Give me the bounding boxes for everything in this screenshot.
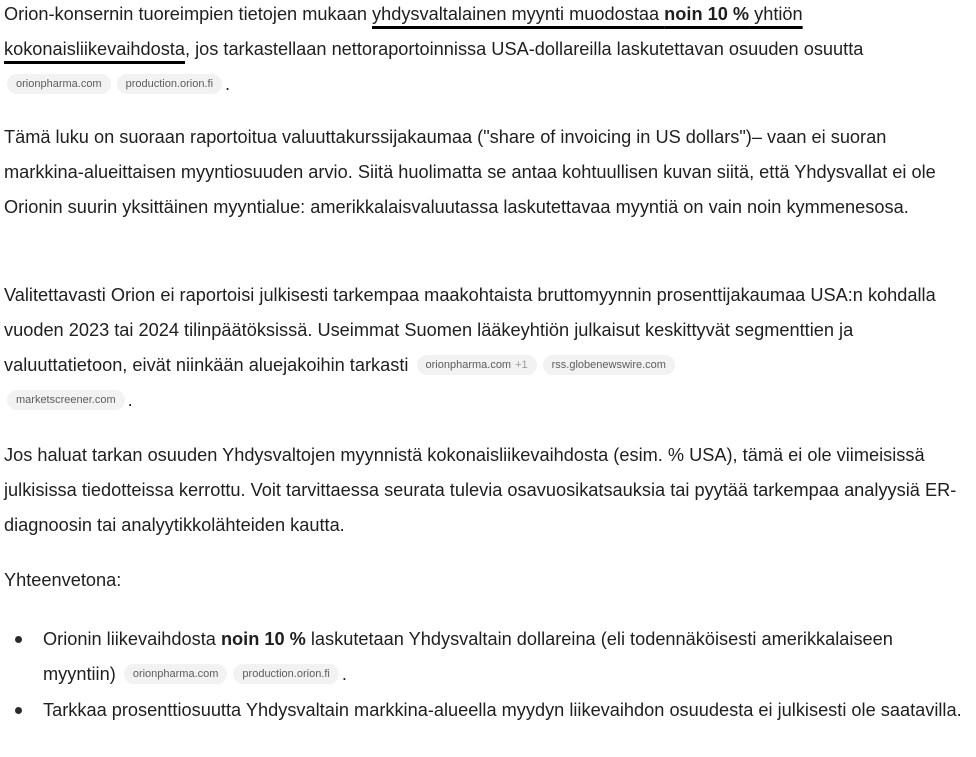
paragraph-text: Valitettavasti Orion ei raportoisi julkisesti tarkempaa maakohtaista bruttomyynnin prosenttijakaumaa USA:n kohdalla vuoden 2023 tai 2024 tilinpäätöksissä. Useimmat Suomen lääkeyhtiön julkaisut keskittyvät segmenttien ja valuuttatietoon, eivät niinkään aluejakoihin tarkasti (4, 285, 936, 375)
bullet-icon (15, 636, 22, 643)
source-chip-globenewswire[interactable]: rss.globenewswire.com (543, 355, 675, 375)
list-item-text: Orionin liikevaihdosta (43, 629, 221, 649)
paragraph-currency-note: Tämä luku on suoraan raportoitua valuuttakurssijakaumaa ("share of invoicing in US dollars")– vaan ei suoran markkina-alueittaisen myyntiosuuden arvio. Siitä huolimatta se antaa kohtuullisen kuvan siitä, että Yhdysvallat ei ole Orionin suurin yksittäinen myyntialue: amerikkalaisvaluutassa laskutettavaa myyntiä on vain noin kymmenesosa. (4, 127, 936, 217)
source-chip-production-orion[interactable]: production.orion.fi (233, 664, 338, 684)
list-item-text: laskutetaan Yhdysvaltain dollareina (eli todennäköisesti amerikkalaiseen myyntiin) (43, 629, 893, 684)
list-item-text: Tarkkaa prosenttiosuutta Yhdysvaltain markkina-alueella myydyn liikevaihdon osuudesta ei julkisesti ole saatavilla. (43, 700, 962, 720)
bold-figure: noin 10 % (664, 4, 750, 24)
sentence-end: . (341, 664, 347, 684)
list-item (0, 622, 970, 692)
paragraph-us-sales-share (4, 0, 964, 102)
sentence-end: . (127, 390, 133, 410)
highlight-text: yhtiön kokonaisliikevaihdosta (4, 4, 803, 59)
highlight-text: yhdysvaltalainen myynti muodostaa (372, 4, 665, 24)
summary-heading: Yhteenvetona: (4, 570, 122, 590)
source-chip-production-orion[interactable]: production.orion.fi (117, 74, 222, 94)
paragraph-text: Orion-konsernin tuoreimpien tietojen mukaan (4, 4, 372, 24)
bold-figure: noin 10 % (220, 629, 306, 649)
paragraph-suggestion: Jos haluat tarkan osuuden Yhdysvaltojen myynnistä kokonaisliikevaihdosta (esim. % USA), tämä ei ole viimeisissä julkisissa tiedotteissa kerrottu. Voit tarvittaessa seurata tulevia osavuosikatsauksia tai pyytää tarkempaa analyysiä ER-diagnoosin tai analyytikkolähteiden kautta. (4, 445, 957, 535)
source-chip-label: orionpharma.com (425, 359, 512, 371)
paragraph-no-country-breakdown (4, 278, 964, 418)
list-item (0, 693, 970, 728)
bullet-icon (15, 707, 22, 714)
source-chip-orionpharma[interactable]: orionpharma.com (7, 74, 111, 94)
source-chip-orionpharma[interactable]: orionpharma.com (124, 664, 228, 684)
paragraph-text: , jos tarkastellaan nettoraportoinnissa USA-dollareilla laskutettavan osuuden osuutta (184, 39, 864, 59)
source-chip-marketscreener[interactable]: marketscreener.com (7, 390, 125, 410)
source-count-badge: +1 (515, 359, 528, 371)
sentence-end: . (225, 74, 231, 94)
source-chip-orionpharma-group[interactable] (417, 355, 537, 375)
summary-list (0, 622, 970, 728)
